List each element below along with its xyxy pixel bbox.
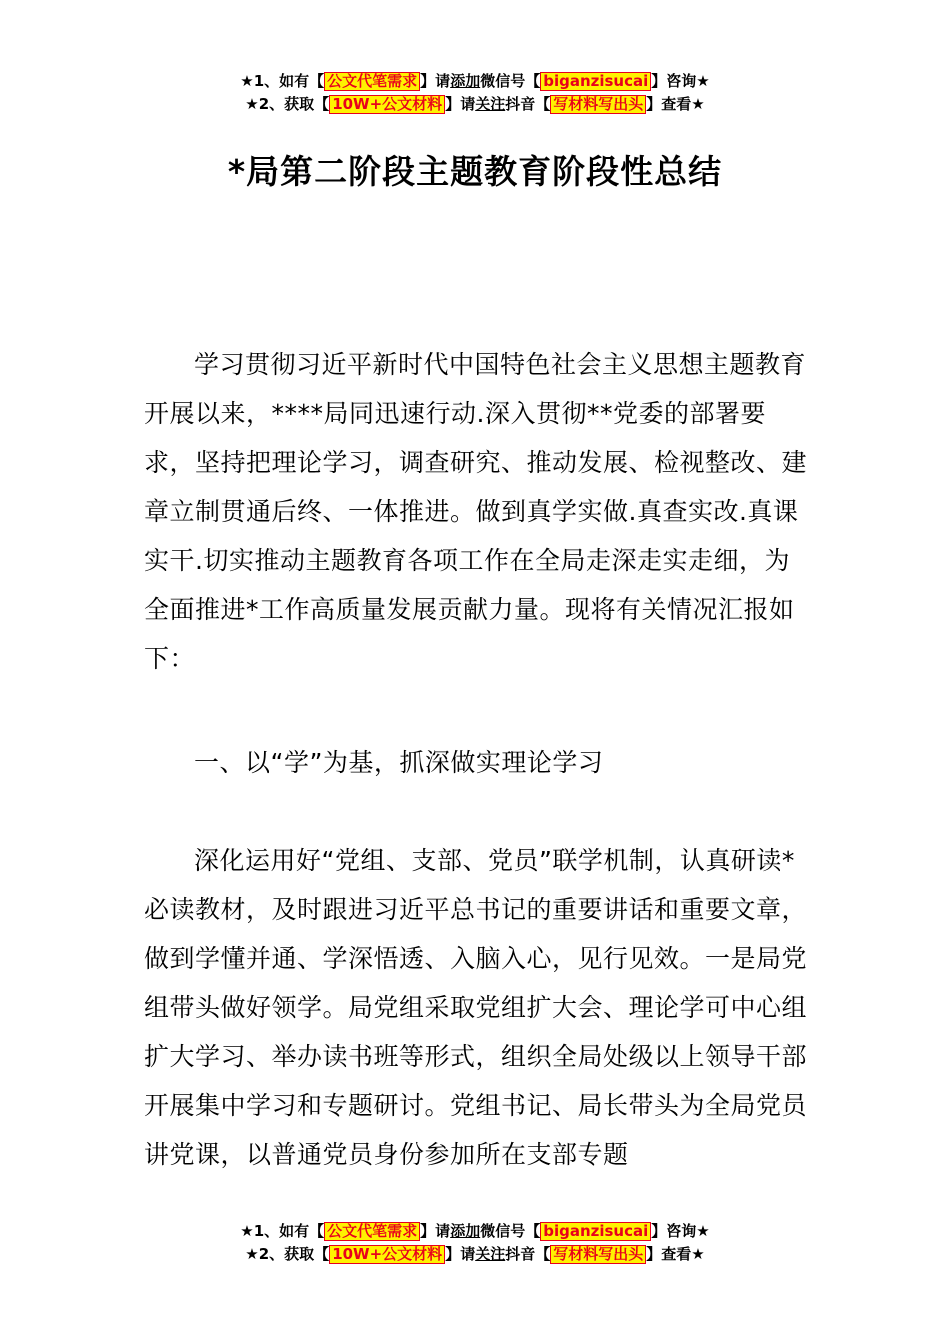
- banner-text: 微信号【: [480, 1222, 541, 1240]
- banner-text: 微信号【: [480, 72, 541, 90]
- intro-paragraph: 学习贯彻习近平新时代中国特色社会主义思想主题教育开展以来，****局同迅速行动.深入贯彻**党委的部署要求，坚持把理论学习，调查研究、推动发展、检视整改、建章立制贯通后终、一体推进。做到真学实做.真查实改.真课实干.切实推动主题教育各项工作在全局走深走实走细，为全面推进*工作高质量发展贡献力量。现将有关情况汇报如下：: [144, 350, 808, 673]
- douyin-id-tag: 写材料写出头: [550, 1245, 646, 1264]
- douyin-id-tag: 写材料写出头: [550, 95, 646, 114]
- banner-emphasis: 添加: [450, 1222, 481, 1240]
- banner-text: 】咨询★: [651, 1222, 710, 1240]
- banner-text: 】请: [420, 72, 451, 90]
- banner-emphasis: 关注: [475, 1245, 506, 1263]
- section-heading-1: 一、以“学”为基，抓深做实理论学习: [194, 748, 604, 777]
- banner-text: ★2、获取【: [245, 95, 330, 113]
- banner-text: 】咨询★: [651, 72, 710, 90]
- banner-text: 抖音【: [505, 95, 551, 113]
- highlight-tag: 公文代笔需求: [324, 1222, 420, 1241]
- banner-text: 】请: [445, 1245, 476, 1263]
- highlight-tag: 公文代笔需求: [324, 72, 420, 91]
- banner-line-1: [0, 70, 950, 93]
- wechat-id-tag: biganzisucai: [540, 1222, 651, 1241]
- banner-emphasis: 添加: [450, 72, 481, 90]
- banner-text: ★1、如有【: [240, 72, 325, 90]
- banner-emphasis: 关注: [475, 95, 506, 113]
- bottom-banner: [0, 1220, 950, 1266]
- banner-text: 】查看★: [646, 1245, 705, 1263]
- banner-text: ★2、获取【: [245, 1245, 330, 1263]
- banner-text: 抖音【: [505, 1245, 551, 1263]
- wechat-id-tag: biganzisucai: [540, 72, 651, 91]
- banner-line-1: [0, 1220, 950, 1243]
- banner-text: 】请: [445, 95, 476, 113]
- banner-text: 】查看★: [646, 95, 705, 113]
- banner-text: ★1、如有【: [240, 1222, 325, 1240]
- banner-text: 】请: [420, 1222, 451, 1240]
- document-title: *局第二阶段主题教育阶段性总结: [227, 152, 723, 191]
- banner-line-2: [0, 1243, 950, 1266]
- highlight-tag: 10W+公文材料: [329, 95, 445, 114]
- top-banner: [0, 70, 950, 116]
- banner-line-2: [0, 93, 950, 116]
- highlight-tag: 10W+公文材料: [329, 1245, 445, 1264]
- section-paragraph-1: 深化运用好“党组、支部、党员”联学机制，认真研读*必读教材，及时跟进习近平总书记的重要讲话和重要文章，做到学懂并通、学深悟透、入脑入心，见行见效。一是局党组带头做好领学。局党组采取党组扩大会、理论学可中心组扩大学习、举办读书班等形式，组织全局处级以上领导干部开展集中学习和专题研讨。党组书记、局长带头为全局党员讲党课，以普通党员身份参加所在支部专题: [144, 846, 808, 1169]
